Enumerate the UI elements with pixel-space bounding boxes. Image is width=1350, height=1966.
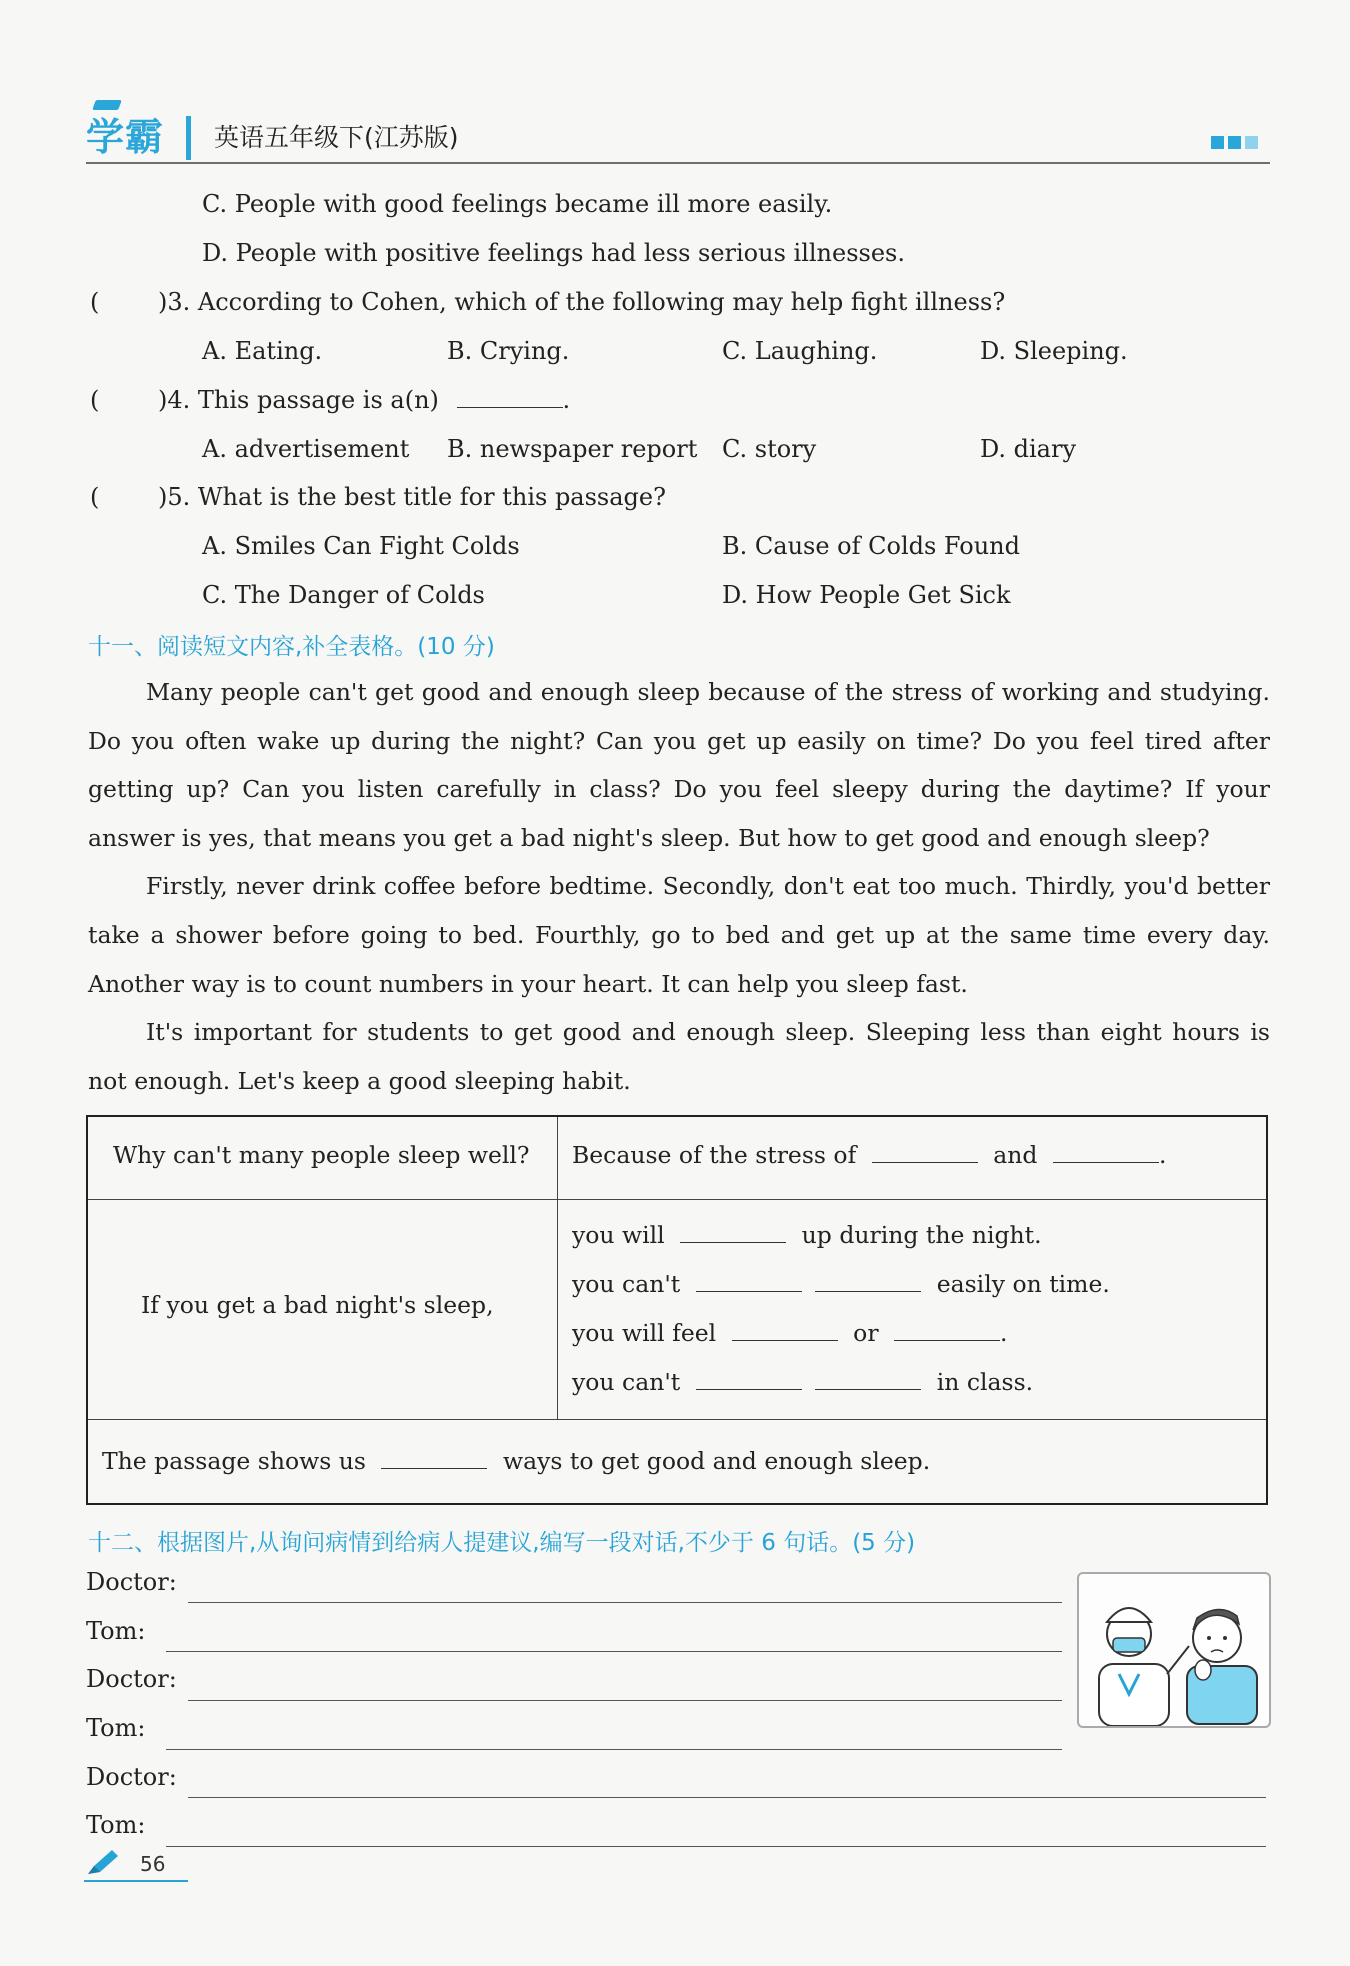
row3-answer xyxy=(102,1447,930,1475)
q5-option-a: A. Smiles Can Fight Colds xyxy=(202,532,520,560)
q3-option-a: A. Eating. xyxy=(202,337,323,365)
q5-option-c: C. The Danger of Colds xyxy=(202,581,485,609)
row2-line-3 xyxy=(572,1319,1008,1347)
question-3-text: )3. According to Cohen, which of the following may help fight illness? xyxy=(158,288,1006,316)
footer-underline xyxy=(84,1880,188,1882)
question-4-text xyxy=(158,386,570,414)
speaker-label: Doctor: xyxy=(86,1568,177,1596)
writing-line[interactable] xyxy=(188,1700,1062,1701)
answer-blank[interactable] xyxy=(872,1142,978,1163)
writing-line[interactable] xyxy=(188,1602,1062,1603)
row1-question: Why can't many people sleep well? xyxy=(113,1141,530,1169)
reading-passage xyxy=(88,668,1270,1105)
answer-blank[interactable] xyxy=(381,1448,487,1469)
row2-line-2 xyxy=(572,1270,1110,1298)
answer-blank[interactable] xyxy=(815,1369,921,1390)
page-number: 56 xyxy=(140,1852,166,1876)
speaker-label: Tom: xyxy=(86,1811,146,1839)
row2-label: If you get a bad night's sleep, xyxy=(141,1291,494,1319)
question-4-stem: )4. This passage is a(n) xyxy=(158,386,439,414)
row1-period: . xyxy=(1158,1141,1167,1169)
speaker-label: Tom: xyxy=(86,1617,146,1645)
speaker-label: Doctor: xyxy=(86,1665,177,1693)
section-12-heading: 十二、根据图片,从询问病情到给病人提建议,编写一段对话,不少于 6 句话。(5 分) xyxy=(88,1530,916,1556)
question-5-text: )5. What is the best title for this passage? xyxy=(158,483,666,511)
answer-blank[interactable] xyxy=(680,1222,786,1243)
q4-option-d: D. diary xyxy=(980,435,1077,463)
answer-paren: ( xyxy=(90,386,100,414)
row2-stem: you will xyxy=(572,1221,665,1249)
section-11-heading: 十一、阅读短文内容,补全表格。(10 分) xyxy=(88,634,495,660)
pencil-icon xyxy=(84,1848,120,1878)
writing-line[interactable] xyxy=(166,1846,1266,1847)
table-column-divider xyxy=(557,1117,558,1419)
row2-stem: you can't xyxy=(572,1270,681,1298)
page-header xyxy=(86,100,1270,164)
header-decoration-squares xyxy=(1211,136,1258,149)
q3-option-b: B. Crying. xyxy=(447,337,570,365)
row2-line-1 xyxy=(572,1221,1042,1249)
passage-paragraph: It's important for students to get good and enough sleep. Sleeping less than eight hours is not enough. Let's keep a good sleeping habit. xyxy=(88,1018,1270,1095)
speaker-label: Doctor: xyxy=(86,1763,177,1791)
q4-option-a: A. advertisement xyxy=(202,435,410,463)
logo-divider xyxy=(186,116,191,160)
q3-option-d: D. Sleeping. xyxy=(980,337,1128,365)
writing-line[interactable] xyxy=(166,1749,1062,1750)
fill-in-table xyxy=(86,1115,1268,1505)
passage-paragraph: Many people can't get good and enough sleep because of the stress of working and studying. Do you often wake up during the night? Can you get up easily on time? Do you feel tired after getting up? Can you listen carefully in class? Do you feel sleepy during the daytime? If your answer is yes, that means you get a bad night's sleep. But how to get good and enough sleep? xyxy=(88,678,1270,852)
logo-text: 学霸 xyxy=(86,115,165,159)
q4-option-b: B. newspaper report xyxy=(447,435,698,463)
q4-option-c: C. story xyxy=(722,435,817,463)
row2-rest: up during the night. xyxy=(801,1221,1042,1249)
graduation-cap-icon xyxy=(92,100,122,110)
answer-paren: ( xyxy=(90,483,100,511)
row2-rest: in class. xyxy=(936,1368,1034,1396)
passage-paragraph: Firstly, never drink coffee before bedtime. Secondly, don't eat too much. Thirdly, you'd better take a shower before going to bed. Fourthly, go to bed and get up at the same time every day. Another way is to count numbers in your heart. It can help you sleep fast. xyxy=(88,872,1270,998)
row1-answer xyxy=(572,1141,1166,1169)
doctor-patient-drawing xyxy=(1079,1574,1269,1726)
answer-blank[interactable] xyxy=(696,1271,802,1292)
writing-line[interactable] xyxy=(188,1797,1266,1798)
answer-blank[interactable] xyxy=(894,1320,1000,1341)
book-title: 英语五年级下(江苏版) xyxy=(214,123,459,152)
table-row-divider xyxy=(88,1419,1266,1420)
speaker-label: Tom: xyxy=(86,1714,146,1742)
row2-line-4 xyxy=(572,1368,1033,1396)
writing-line[interactable] xyxy=(166,1651,1062,1652)
row3-rest: ways to get good and enough sleep. xyxy=(502,1447,931,1475)
question-4-period: . xyxy=(562,386,571,414)
row3-stem: The passage shows us xyxy=(102,1447,366,1475)
doctor-patient-illustration xyxy=(1077,1572,1271,1728)
answer-blank[interactable] xyxy=(815,1271,921,1292)
row2-period: . xyxy=(1000,1319,1008,1347)
row1-and: and xyxy=(993,1141,1038,1169)
row2-or: or xyxy=(853,1319,879,1347)
answer-blank[interactable] xyxy=(1053,1142,1159,1163)
row1-stem: Because of the stress of xyxy=(572,1141,857,1169)
q5-option-b: B. Cause of Colds Found xyxy=(722,532,1020,560)
q5-option-d: D. How People Get Sick xyxy=(722,581,1011,609)
answer-paren: ( xyxy=(90,288,100,316)
q3-option-c: C. Laughing. xyxy=(722,337,878,365)
answer-blank[interactable] xyxy=(696,1369,802,1390)
row2-stem: you will feel xyxy=(572,1319,717,1347)
answer-blank[interactable] xyxy=(732,1320,838,1341)
table-row-divider xyxy=(88,1199,1266,1200)
brand-logo xyxy=(86,106,196,160)
option-line: D. People with positive feelings had less serious illnesses. xyxy=(202,239,905,267)
row2-stem: you can't xyxy=(572,1368,681,1396)
option-line: C. People with good feelings became ill more easily. xyxy=(202,190,833,218)
row2-rest: easily on time. xyxy=(936,1270,1110,1298)
answer-blank[interactable] xyxy=(457,387,563,408)
